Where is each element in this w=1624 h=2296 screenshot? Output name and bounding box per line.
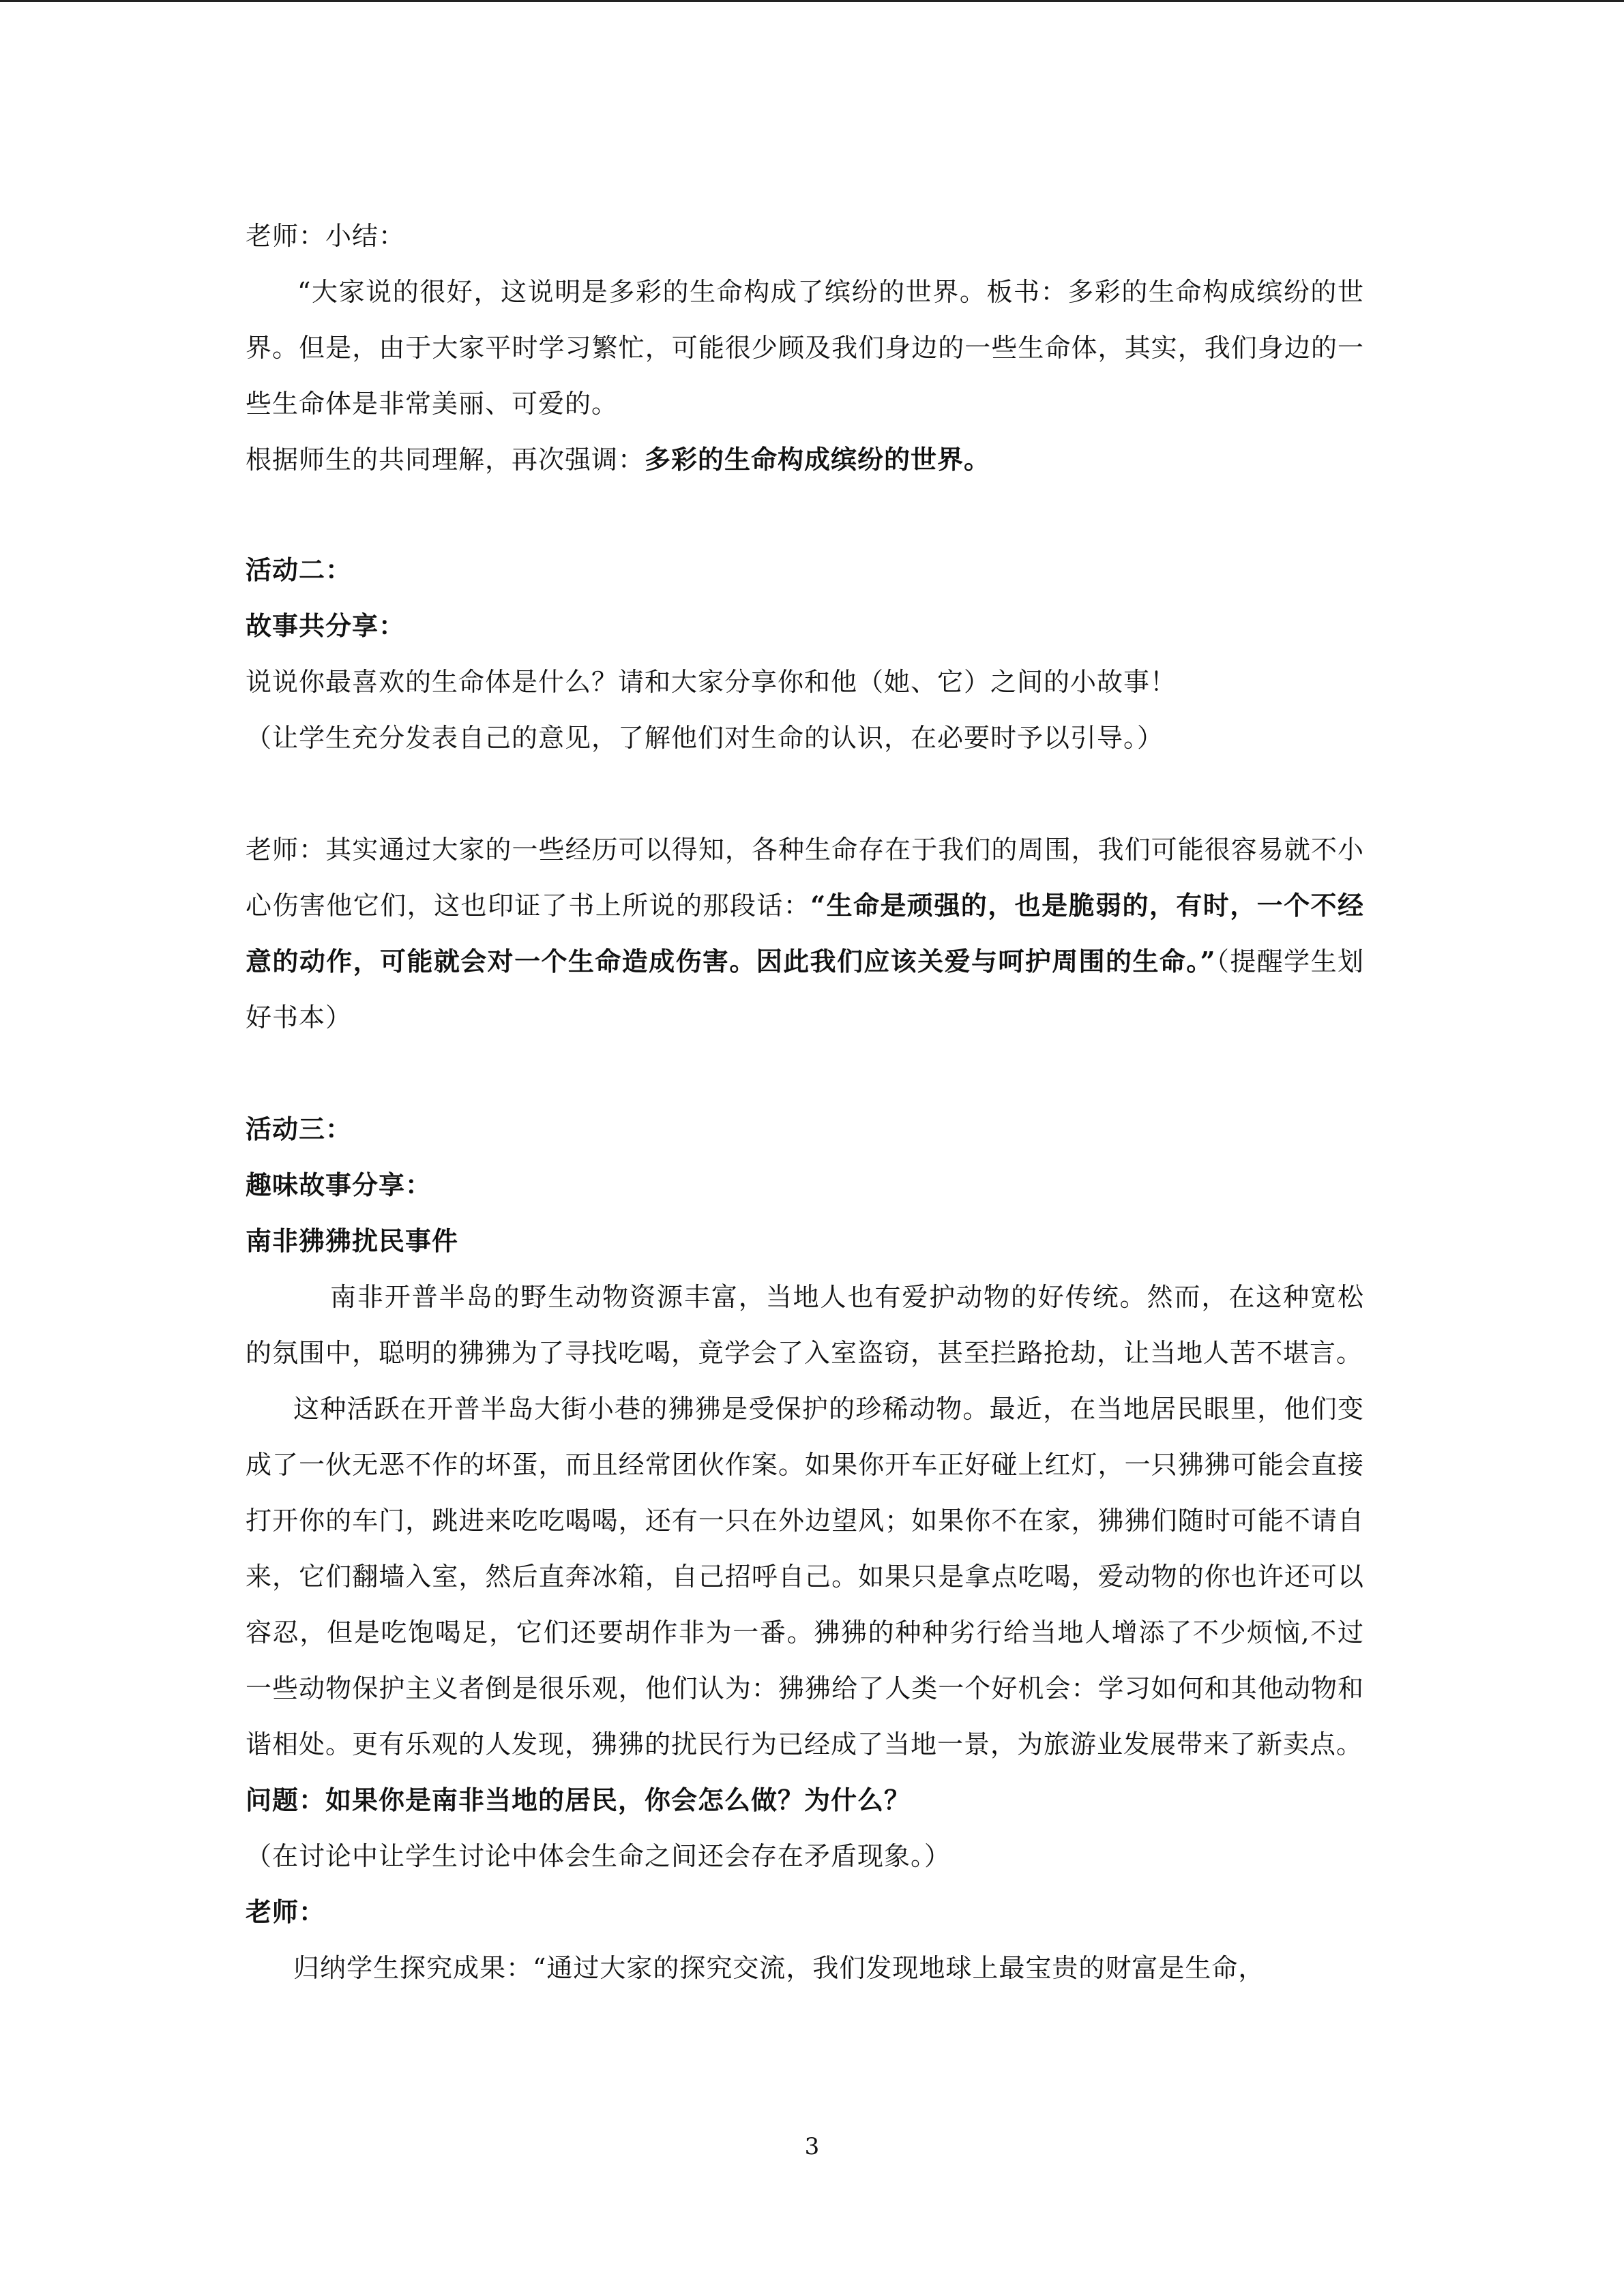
discussion-note: （在讨论中让学生讨论中体会生命之间还会存在矛盾现象。） [246,1841,951,1871]
emphasis-bold: 多彩的生命构成缤纷的世界。 [645,444,991,475]
summary-quote-paragraph: “大家说的很好，这说明是多彩的生命构成了缤纷的世界。板书：多彩的生命构成缤纷的世界。但是，由于大家平时学习繁忙，可能很少顾及我们身边的一些生命体，其实，我们身边的一些生命体是非常美丽、可爱的。 [246,277,1364,419]
activity-2-note: （让学生充分发表自己的意见，了解他们对生命的认识，在必要时予以引导。） [246,723,1164,753]
activity-2-subtitle: 故事共分享： [246,610,406,641]
emphasis-line [246,432,1364,488]
teacher-paragraph-text: 老师：其实通过大家的一些经历可以得知，各种生命存在于我们的周围，我们可能很容易就不小心伤害他它们，这也印证了书上所说的那段话： [246,835,1364,921]
teacher-label: 老师： [246,1896,326,1927]
emphasis-intro: 根据师生的共同理解，再次强调： [246,445,645,475]
activity-3-subtitle: 趣味故事分享： [246,1169,432,1200]
activity-2-prompt: 说说你最喜欢的生命体是什么？请和大家分享你和他（她、它）之间的小故事！ [246,667,1177,697]
teacher-paragraph-tail: （提醒学生划好书本） [246,946,1364,1032]
story-paragraph-1: 南非开普半岛的野生动物资源丰富，当地人也有爱护动物的好传统。然而，在这种宽松的氛围中，聪明的狒狒为了寻找吃喝，竟学会了入室盗窃，甚至拦路抢劫，让当地人苦不堪言。 [246,1282,1364,1368]
story-title: 南非狒狒扰民事件 [246,1225,459,1256]
activity-2-title: 活动二： [246,554,353,585]
document-body [246,208,1364,1996]
story-paragraph-2: 这种活跃在开普半岛大街小巷的狒狒是受保护的珍稀动物。最近，在当地居民眼里，他们变成了一伙无恶不作的坏蛋，而且经常团伙作案。如果你开车正好碰上红灯，一只狒狒可能会直接打开你的车门，跳进来吃吃喝喝，还有一只在外边望风；如果你不在家，狒狒们随时可能不请自来，它们翻墙入室，然后直奔冰箱，自己招呼自己。如果只是拿点吃喝，爱动物的你也许还可以容忍，但是吃饱喝足，它们还要胡作非为一番。狒狒的种种劣行给当地人增添了不少烦恼,不过一些动物保护主义者倒是很乐观，他们认为：狒狒给了人类一个好机会：学习如何和其他动物和谐相处。更有乐观的人发现，狒狒的扰民行为已经成了当地一景，为旅游业发展带来了新卖点。 [246,1394,1364,1759]
teacher-paragraph-quote: “生命是顽强的，也是脆弱的，有时，一个不经意的动作，可能就会对一个生命造成伤害。因此我们应该关爱与呵护周围的生命。” [246,890,1364,976]
conclusion-paragraph: 归纳学生探究成果：“通过大家的探究交流，我们发现地球上最宝贵的财富是生命， [293,1953,1265,1983]
activity-3-title: 活动三： [246,1114,353,1144]
question-line: 问题：如果你是南非当地的居民，你会怎么做？为什么？ [246,1785,911,1815]
page-number: 3 [804,2133,820,2160]
teacher-paragraph [246,822,1364,1045]
top-border-line [0,0,1624,2]
teacher-summary-label: 老师：小结： [246,221,406,251]
